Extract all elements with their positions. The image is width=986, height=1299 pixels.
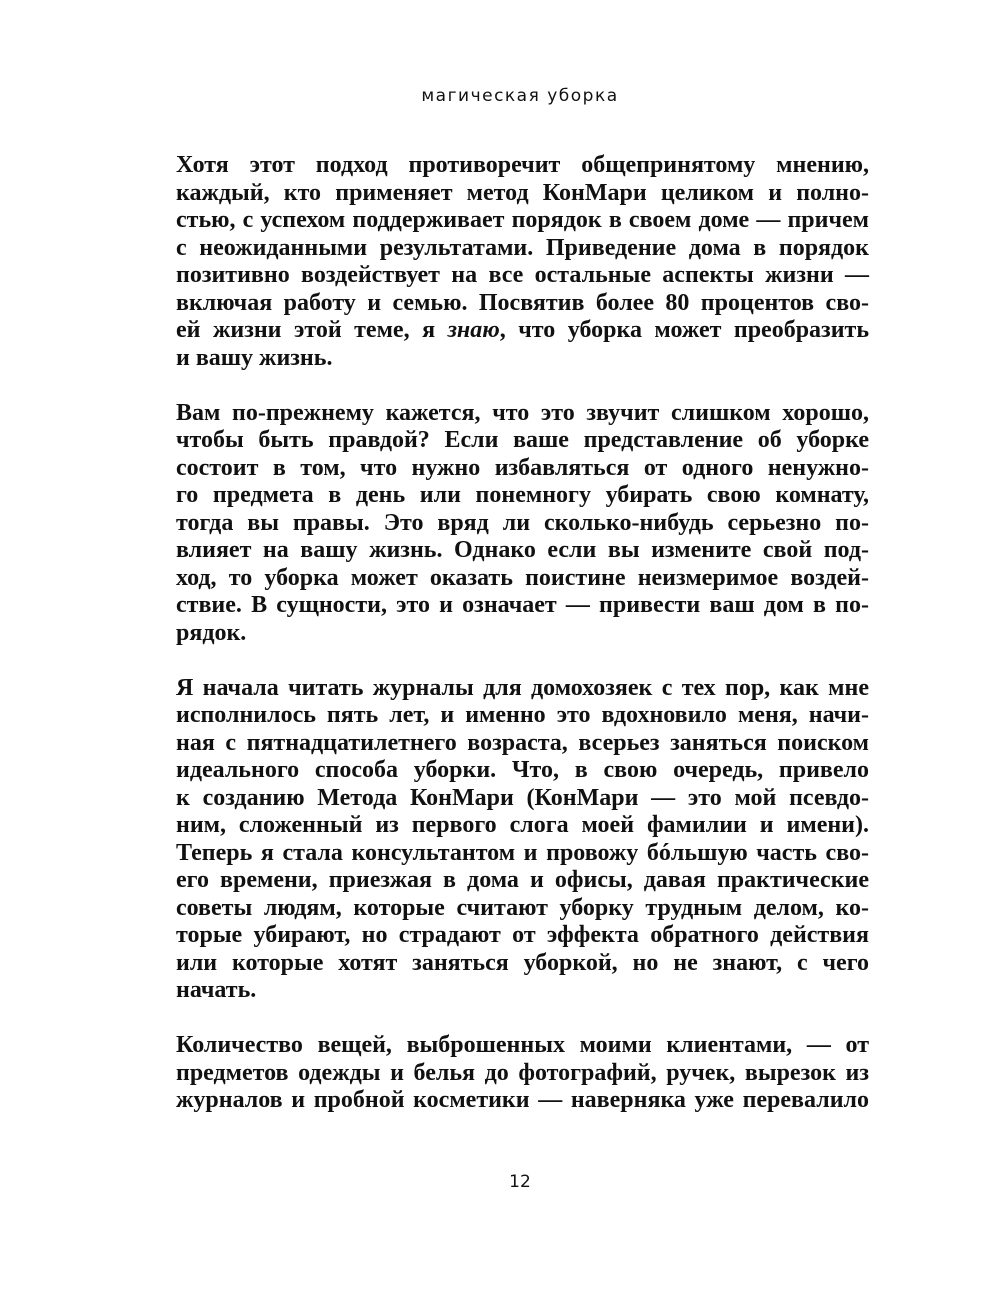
text-line: и вашу жизнь. <box>176 344 333 371</box>
text-line: Хотя этот подход противоречит общепринятому мнению, <box>176 152 869 178</box>
text-line: к созданию Метода КонМари (КонМари — это мой псевдо- <box>176 784 869 811</box>
paragraph <box>176 1032 869 1115</box>
text-line: Количество вещей, выброшенных моими клиентами, — от <box>176 1032 869 1058</box>
text-line: журналов и пробной косметики — наверняка уже перевалило <box>176 1087 869 1113</box>
text-line: ход, то уборка может оказать поистине неизмеримое воздей- <box>176 564 869 591</box>
text-segment: ей жизни этой теме, я <box>176 317 448 343</box>
text-line: ная с пятнадцатилетнего возраста, всерьез заняться поиском <box>176 729 869 756</box>
text-line: влияет на вашу жизнь. Однако если вы измените свой под- <box>176 537 869 563</box>
text-line: Я начала читать журналы для домохозяек с тех пор, как мне <box>176 674 869 701</box>
paragraph <box>176 400 869 648</box>
text-line: его времени, приезжая в дома и офисы, давая практические <box>176 867 869 893</box>
text-line: предметов одежды и белья до фотографий, ручек, вырезок из <box>176 1059 869 1086</box>
text-line: состоит в том, что нужно избавляться от одного ненужно- <box>176 454 869 481</box>
text-line: позитивно воздействует на все остальные аспекты жизни — <box>176 262 869 288</box>
text-line: каждый, кто применяет метод КонМари целиком и полно- <box>176 179 869 206</box>
text-line: начать. <box>176 977 257 1003</box>
body-text <box>176 152 869 1142</box>
text-line: го предмета в день или понемногу убирать свою комнату, <box>176 482 869 508</box>
text-line: рядок. <box>176 619 247 646</box>
text-segment: , что уборка может преобразить <box>499 317 870 343</box>
text-line: ствие. В сущности, это и означает — привести ваш дом в по- <box>176 592 869 618</box>
text-line: советы людям, которые считают уборку трудным делом, ко- <box>176 894 869 921</box>
paragraph <box>176 675 869 1005</box>
text-line: Теперь я стала консультантом и провожу бóльшую часть сво- <box>176 839 869 866</box>
text-line: стью, с успехом поддерживает порядок в своем доме — причем <box>176 207 869 233</box>
text-line: идеального способа уборки. Что, в свою очередь, привело <box>176 757 869 783</box>
text-line: торые убирают, но страдают от эффекта обратного действия <box>176 922 869 948</box>
text-line: ним, сложенный из первого слога моей фамилии и имени). <box>176 812 869 838</box>
text-line: исполнилось пять лет, и именно это вдохновило меня, начи- <box>176 702 869 728</box>
italic-emphasis: знаю <box>447 317 500 343</box>
text-line: чтобы быть правдой? Если ваше представление об уборке <box>176 427 869 453</box>
text-line: или которые хотят заняться уборкой, но не знают, с чего <box>176 949 869 976</box>
text-line: Вам по-прежнему кажется, что это звучит слишком хорошо, <box>176 399 869 426</box>
page-number: 12 <box>509 1172 531 1192</box>
text-line <box>176 317 869 345</box>
paragraph <box>176 152 869 372</box>
text-line: включая работу и семью. Посвятив более 80 процентов сво- <box>176 289 869 316</box>
text-line: тогда вы правы. Это вряд ли сколько-нибудь серьезно по- <box>176 509 869 536</box>
text-line: с неожиданными результатами. Приведение дома в порядок <box>176 234 869 261</box>
running-header: магическая уборка <box>421 86 619 106</box>
